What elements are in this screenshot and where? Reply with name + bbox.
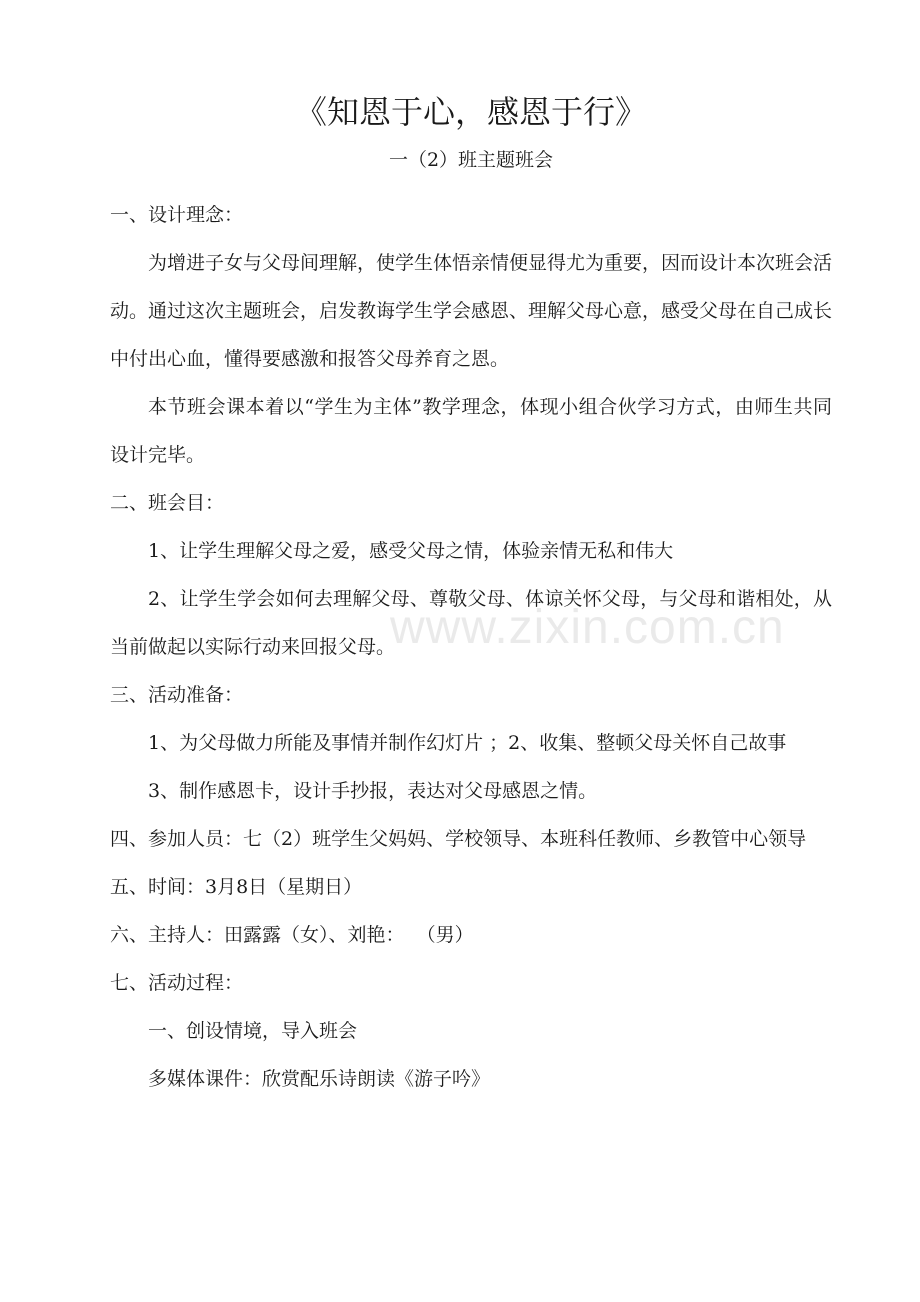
document-body	[110, 191, 832, 1103]
watermark-text: www.zixin.com.cn	[390, 601, 785, 654]
process-step-1-heading: 一、创设情境，导入班会	[148, 1020, 358, 1042]
preparation-item-1: 1、为父母做力所能及事情并制作幻灯片 ；2、收集、整顿父母关怀自己故事	[148, 732, 787, 754]
document-page	[110, 0, 832, 1302]
section-heading-preparation: 三、活动准备：	[110, 684, 244, 706]
paragraph-design-concept-1: 为增进子女与父母间理解，使学生体悟亲情便显得尤为重要，因而设计本次班会活动。通过这次主题班会，启发教诲学生学会感恩、理解父母心意，感受父母在自己成长中付出心血，懂得要感激和报答父母养育之恩。	[110, 252, 833, 370]
paragraph-design-concept-2: 本节班会课本着以“学生为主体”教学理念，体现小组合伙学习方式，由师生共同设计完毕。	[110, 396, 832, 466]
process-step-1-multimedia: 多媒体课件：欣赏配乐诗朗读《游子吟》	[148, 1068, 491, 1090]
document-title: 《知恩于心，感恩于行》	[294, 93, 647, 131]
document-subtitle: 一（2）班主题班会	[388, 149, 554, 171]
section-heading-goals: 二、班会目：	[110, 492, 225, 514]
section-participants: 四、参加人员：七（2）班学生父妈妈、学校领导、本班科任教师、乡教管中心领导	[110, 828, 807, 850]
goal-item-2: 2、让学生学会如何去理解父母、尊敬父母、体谅关怀父母，与父母和谐相处，从当前做起以实际行动来回报父母。	[110, 588, 832, 658]
section-time: 五、时间：3月8日（星期日）	[110, 876, 363, 898]
preparation-item-2: 3、制作感恩卡，设计手抄报，表达对父母感恩之情。	[148, 780, 598, 802]
section-heading-process: 七、活动过程：	[110, 972, 244, 994]
section-hosts: 六、主持人：田露露（女）、刘艳： （男）	[110, 924, 474, 946]
section-heading-design-concept: 一、设计理念：	[110, 204, 244, 226]
goal-item-1: 1、让学生理解父母之爱，感受父母之情，体验亲情无私和伟大	[148, 540, 674, 562]
